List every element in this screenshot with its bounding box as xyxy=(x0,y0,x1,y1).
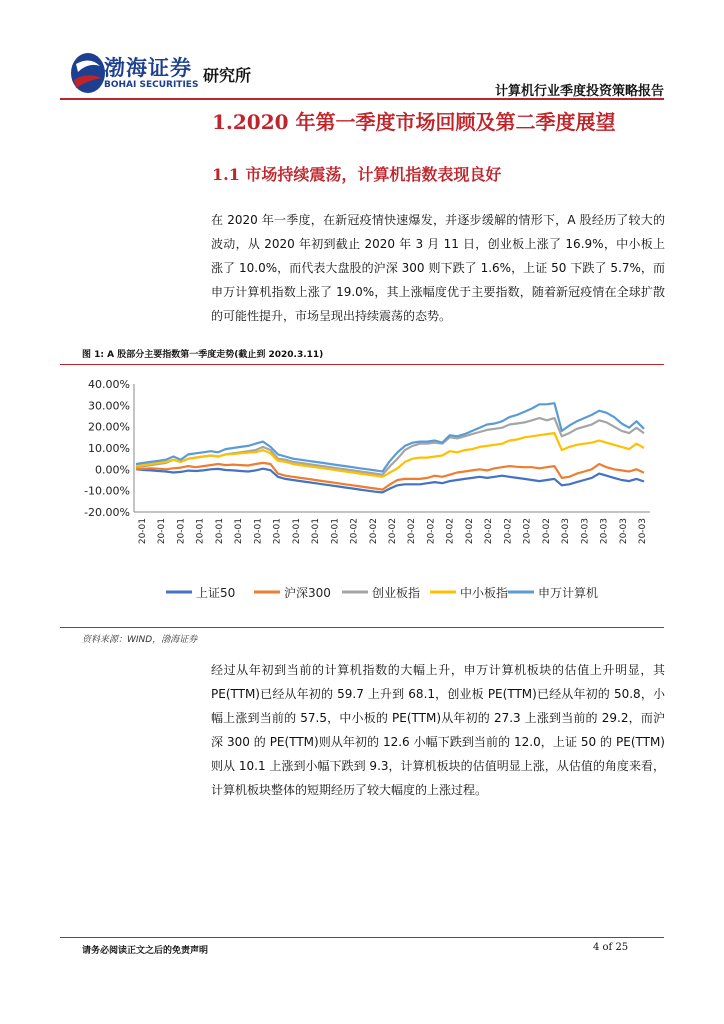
institute-name: 研究所 xyxy=(203,66,252,85)
figure-caption: 图 1: A 股部分主要指数第一季度走势(截止到 2020.3.11) xyxy=(82,350,324,360)
valuation-paragraph: 经过从年初到当前的计算机指数的大幅上升，申万计算机板块的估值上升明显，其 PE(TTM)已经从年初的 59.7 上升到 68.1，创业板 PE(TTM)已经从年初的 50.8，小幅上涨到当前的 57.5，中小板的 PE(TTM)从年初的 27.3 上涨到当前的 29.2，而沪深 300 的 PE(TTM)则从年初的 12.6 小幅下跌到当前的 12.0，上证 50 的 PE(TTM)则从 10.1 上涨到小幅下跌到 9.3，计算机板块的估值明显上涨，从估值的角度来看，计算机板块整体的短期经历了较大幅度的上涨过程。 xyxy=(211,663,665,797)
x-tick-label: 20-01 xyxy=(234,518,245,545)
x-tick-label: 20-02 xyxy=(368,518,379,545)
x-tick-label: 20-01 xyxy=(311,518,322,545)
section-title: 1.2020 年第一季度市场回顾及第二季度展望 xyxy=(212,110,616,134)
x-tick-label: 20-01 xyxy=(272,518,283,545)
report-title: 计算机行业季度投资策略报告 xyxy=(494,84,664,99)
footer-disclaimer: 请务必阅读正文之后的免责声明 xyxy=(82,946,209,956)
x-tick-label: 20-01 xyxy=(253,518,264,545)
x-tick-label: 20-02 xyxy=(503,518,514,545)
legend-label: 创业板指 xyxy=(372,586,421,600)
y-tick-label: 40.00% xyxy=(88,378,130,391)
caption-divider xyxy=(60,364,664,365)
x-tick-label: 20-01 xyxy=(157,518,168,545)
footer-divider xyxy=(60,937,664,938)
x-tick-label: 20-02 xyxy=(388,518,398,545)
x-tick-label: 20-02 xyxy=(349,518,360,545)
x-tick-label: 20-01 xyxy=(330,518,341,545)
intro-paragraph: 在 2020 年一季度，在新冠疫情快速爆发，并逐步缓解的情形下，A 股经历了较大的波动，从 2020 年初到截止 2020 年 3 月 11 日，创业板上涨了 16.9%，中小板上涨了 10.0%，而代表大盘股的沪深 300 则下跌了 1.6%，上证 50 下跌了 5.7%，而申万计算机指数上涨了 19.0%，其上涨幅度优于主要指数，随着新冠疫情在全球扩散的可能性提升，市场呈现出持续震荡的态势。 xyxy=(211,213,665,323)
legend-label: 申万计算机 xyxy=(538,586,599,600)
y-tick-label: 20.00% xyxy=(88,420,130,434)
x-tick-label: 20-02 xyxy=(445,518,456,545)
source-divider xyxy=(60,627,664,628)
x-tick-label: 20-02 xyxy=(541,518,552,545)
x-tick-label: 20-03 xyxy=(580,518,591,545)
y-tick-label: 10.00% xyxy=(88,442,130,455)
logo-chinese-name: 渤海证券 xyxy=(104,55,192,80)
x-tick-label: 20-02 xyxy=(407,518,418,545)
x-tick-label: 20-02 xyxy=(484,518,495,545)
source-note: 资料来源：WIND，渤海证券 xyxy=(82,635,198,645)
y-tick-label: 0.00% xyxy=(95,463,130,477)
index-trend-chart xyxy=(78,370,658,620)
x-tick-label: 20-01 xyxy=(138,518,148,545)
header-divider xyxy=(60,98,664,100)
logo-english-name: BOHAI SECURITIES xyxy=(104,80,199,90)
series-line-申万计算机 xyxy=(136,403,644,471)
bohai-logo-icon xyxy=(68,50,108,96)
x-tick-label: 20-01 xyxy=(291,518,302,545)
x-tick-label: 20-01 xyxy=(214,518,225,545)
x-tick-label: 20-02 xyxy=(522,518,533,545)
x-tick-label: 20-01 xyxy=(176,518,187,545)
x-tick-label: 20-03 xyxy=(599,518,610,545)
legend-label: 中小板指 xyxy=(460,586,509,600)
y-tick-label: -20.00% xyxy=(84,506,130,519)
x-tick-label: 20-01 xyxy=(195,518,206,545)
y-tick-label: -10.00% xyxy=(84,484,130,498)
x-tick-label: 20-03 xyxy=(638,518,648,545)
x-tick-label: 20-02 xyxy=(426,518,437,545)
subsection-title: 1.1 市场持续震荡，计算机指数表现良好 xyxy=(212,165,502,184)
x-tick-label: 20-03 xyxy=(561,518,572,545)
y-tick-label: 30.00% xyxy=(88,399,130,413)
legend-label: 上证50 xyxy=(196,586,236,600)
x-tick-label: 20-02 xyxy=(464,518,475,545)
legend-label: 沪深300 xyxy=(284,586,331,600)
page-number: 4 of 25 xyxy=(593,942,629,953)
x-tick-label: 20-03 xyxy=(618,518,629,545)
